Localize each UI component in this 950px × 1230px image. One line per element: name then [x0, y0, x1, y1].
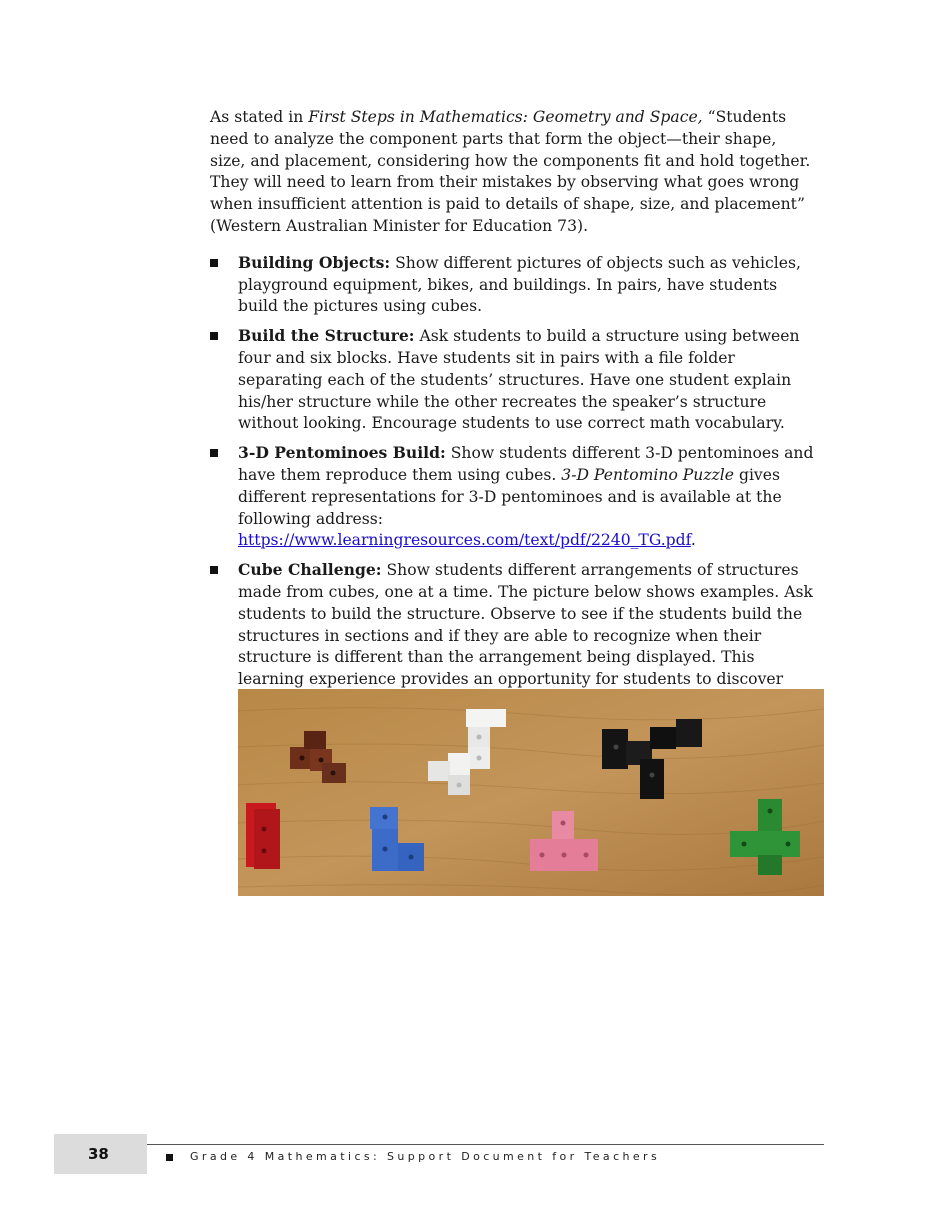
- bullet-title: Build the Structure:: [238, 326, 415, 346]
- bullet-text: Show students different 3-D pentominoes and have them reproduce them using cubes.: [238, 444, 814, 484]
- square-bullet-icon: [210, 566, 218, 574]
- cube-structures-illustration: [238, 689, 824, 896]
- square-bullet-icon: [210, 259, 218, 267]
- main-content: [210, 107, 816, 720]
- intro-lead: As stated in: [210, 108, 309, 126]
- red-cube-structure: [246, 803, 280, 869]
- source-title: First Steps in Mathematics: Geometry and Space,: [308, 108, 703, 126]
- footer-divider: [147, 1144, 824, 1145]
- intro-quote: “Students need to analyze the component parts that form the object—their shape, size, and placement, considering how the components fit and hold together. They will need to learn from their mistakes by observing what goes wrong when insufficient attention is paid to details of shape, size, and placement” (Western Australian Minister for Education 73).: [210, 108, 811, 235]
- list-item-building-objects: [210, 252, 816, 318]
- bullet-text: .: [690, 531, 696, 550]
- bullet-text: gives different representations for 3-D pentominoes and is available at the following address:: [238, 465, 782, 528]
- bullet-title: Building Objects:: [238, 252, 391, 272]
- cube-structures-photo: [238, 689, 824, 896]
- list-item-pentominoes-build: [210, 442, 816, 552]
- page-number: 38: [88, 1145, 109, 1163]
- bullet-text: Show students different arrangements of structures made from cubes, one at a time. The picture below shows examples. Ask students to build the structure. Observe to see if the students build the structures in sections and if they are able to recognize when their structure is different than the arrangement being displayed. This learning experience provides an opportunity for students to discover: [238, 561, 813, 689]
- activity-list: [210, 252, 816, 713]
- square-bullet-icon: [210, 449, 218, 457]
- square-bullet-icon: [166, 1154, 173, 1161]
- bullet-title: 3-D Pentominoes Build:: [238, 443, 446, 463]
- bullet-title: Cube Challenge:: [238, 560, 382, 580]
- resource-link[interactable]: https://www.learningresources.com/text/pdf/2240_TG.pdf: [238, 531, 691, 550]
- list-item-build-the-structure: [210, 325, 816, 435]
- square-bullet-icon: [210, 332, 218, 340]
- puzzle-title: 3-D Pentomino Puzzle: [561, 465, 734, 484]
- intro-paragraph: [210, 107, 816, 238]
- bullet-text: Show different pictures of objects such as vehicles, playground equipment, bikes, and buildings. In pairs, have students build the pictures using cubes.: [238, 253, 801, 316]
- footer-document-title: Grade 4 Mathematics: Support Document for Teachers: [190, 1150, 661, 1163]
- bullet-text: Ask students to build a structure using between four and six blocks. Have students sit in pairs with a file folder separating each of the students’ structures. Have one student explain his/her structure while the other recreates the speaker’s structure without looking. Encourage students to use correct math vocabulary.: [238, 327, 800, 433]
